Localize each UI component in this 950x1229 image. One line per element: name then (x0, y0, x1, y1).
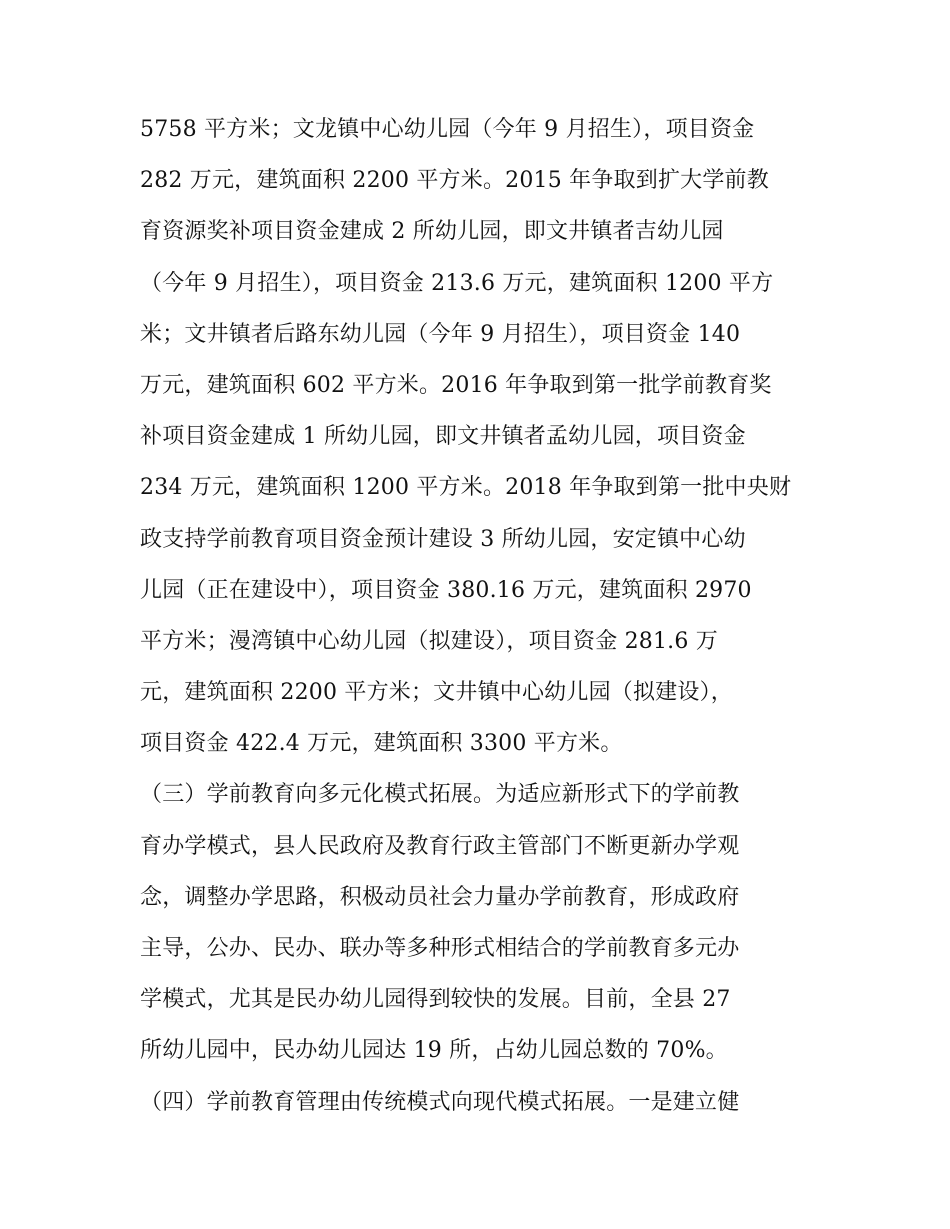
text-line: 育办学模式，县人民政府及教育行政主管部门不断更新办学观 (140, 833, 740, 859)
text-line: 学模式，尤其是民办幼儿园得到较快的发展。目前，全县 27 (140, 987, 731, 1013)
section-heading-line: （三）学前教育向多元化模式拓展。为适应新形式下的学前教 (140, 782, 740, 808)
text-line: 米；文井镇者后路东幼儿园（今年 9 月招生），项目资金 140 (140, 321, 741, 347)
text-line: （今年 9 月招生），项目资金 213.6 万元，建筑面积 1200 平方 (140, 270, 774, 296)
section-heading-line: （四）学前教育管理由传统模式向现代模式拓展。一是建立健 (140, 1089, 740, 1115)
text-line: 补项目资金建成 1 所幼儿园，即文井镇者孟幼儿园，项目资金 (140, 424, 746, 450)
text-line: 234 万元，建筑面积 1200 平方米。2018 年争取到第一批中央财 (140, 475, 792, 501)
text-line: 儿园（正在建设中），项目资金 380.16 万元，建筑面积 2970 (140, 577, 752, 603)
text-line: 282 万元，建筑面积 2200 平方米。2015 年争取到扩大学前教 (140, 168, 769, 194)
text-line: 所幼儿园中，民办幼儿园达 19 所，占幼儿园总数的 70%。 (140, 1038, 728, 1064)
text-line: 念，调整办学思路，积极动员社会力量办学前教育，形成政府 (140, 884, 740, 910)
text-line: 主导，公办、民办、联办等多种形式相结合的学前教育多元办 (140, 936, 740, 961)
text-line: 项目资金 422.4 万元，建筑面积 3300 平方米。 (140, 731, 623, 757)
text-line: 5758 平方米；文龙镇中心幼儿园（今年 9 月招生），项目资金 (140, 117, 755, 142)
text-line: 政支持学前教育项目资金预计建设 3 所幼儿园，安定镇中心幼 (140, 526, 746, 552)
text-line: 万元，建筑面积 602 平方米。2016 年争取到第一批学前教育奖 (140, 372, 772, 398)
text-line: 平方米；漫湾镇中心幼儿园（拟建设），项目资金 281.6 万 (140, 628, 718, 654)
body-text (140, 104, 820, 1128)
text-line: 元，建筑面积 2200 平方米；文井镇中心幼儿园（拟建设）， (140, 680, 733, 706)
text-line: 育资源奖补项目资金建成 2 所幼儿园，即文井镇者吉幼儿园 (140, 219, 724, 245)
